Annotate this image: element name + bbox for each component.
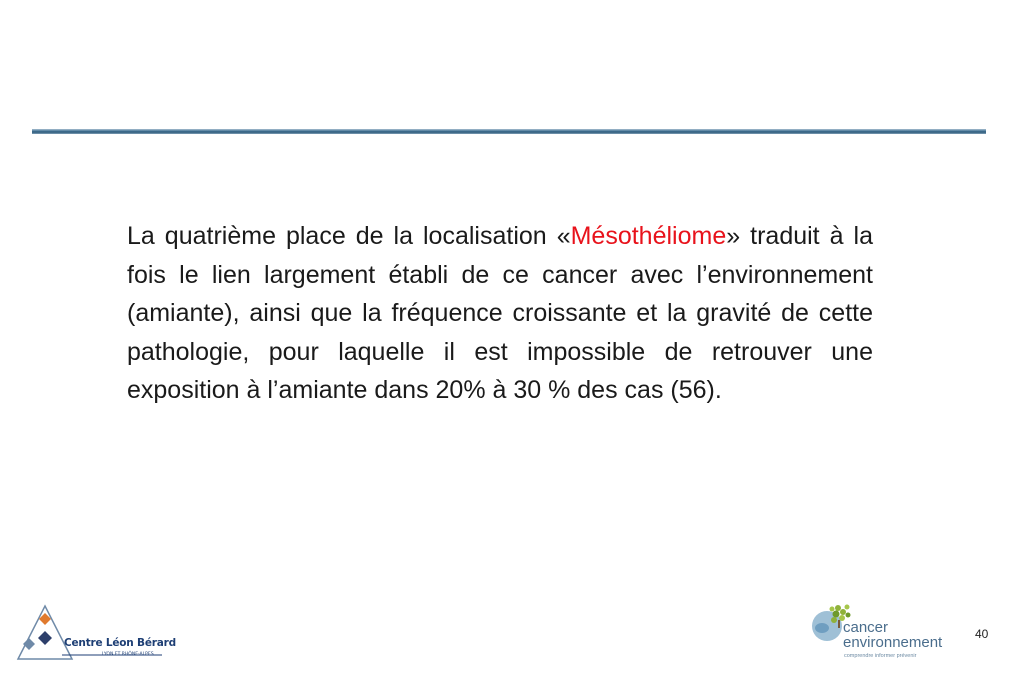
ce-logo-word-environnement: environnement xyxy=(843,634,943,651)
page-number: 40 xyxy=(975,627,989,641)
clb-logo-subtitle: LYON ET RHÔNE-ALPES xyxy=(102,652,154,657)
ce-logo-tagline: comprendre informer prévenir xyxy=(844,653,917,659)
clb-logo-name: Centre Léon Bérard xyxy=(64,637,176,649)
slide-body-text xyxy=(127,217,873,410)
header-divider xyxy=(32,129,986,134)
cancer-environnement-logo xyxy=(810,598,955,664)
body-text-after: » traduit à la fois le lien largement établi de ce cancer avec l’environnement (amiante), ainsi que la fréquence croissante et la gravité de cette pathologie, pour laquelle il est impossible de retrouver une exposition à l’amiante dans 20% à 30 % des cas (56). xyxy=(127,222,873,404)
centre-leon-berard-logo xyxy=(16,604,176,662)
body-text-before: La quatrième place de la localisation « xyxy=(127,222,571,250)
ce-logo-word-cancer: cancer xyxy=(843,619,889,636)
highlight-term: Mésothéliome xyxy=(570,222,727,250)
